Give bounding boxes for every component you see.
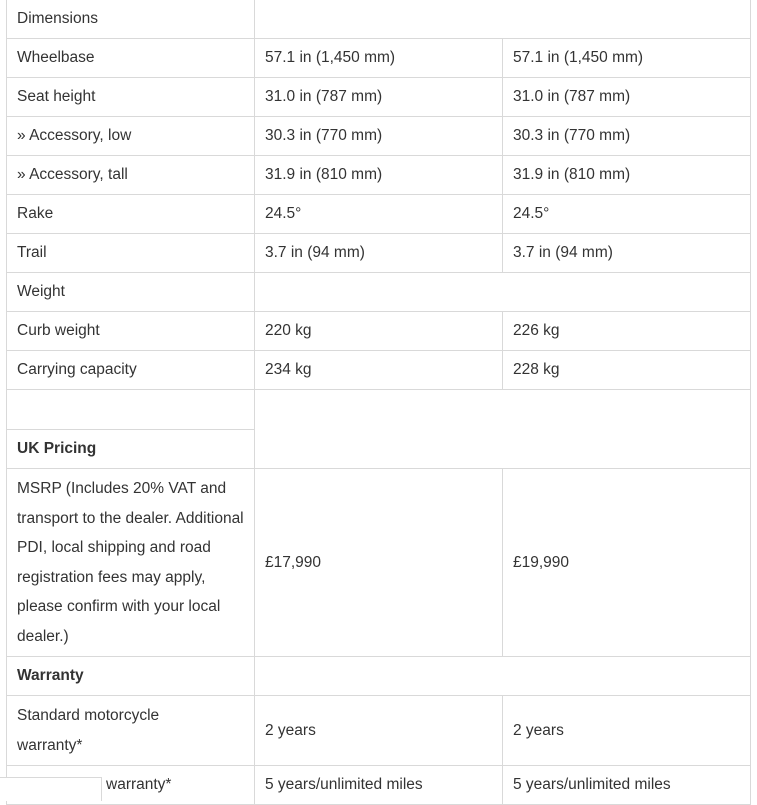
table-row	[0, 765, 757, 805]
trail-value-1: 3.7 in (94 mm)	[254, 233, 503, 273]
warranty-header-empty	[254, 656, 751, 696]
carrying-capacity-value-2: 228 kg	[502, 350, 751, 390]
table-row	[0, 194, 757, 234]
accessory-tall-value-1: 31.9 in (810 mm)	[254, 155, 503, 195]
wheelbase-value-1: 57.1 in (1,450 mm)	[254, 38, 503, 78]
table-row	[0, 116, 757, 156]
accessory-low-value-1: 30.3 in (770 mm)	[254, 116, 503, 156]
uk-pricing-header-row	[0, 389, 757, 469]
spacer-cell	[6, 389, 255, 430]
weight-header: Weight	[6, 272, 255, 312]
dimensions-header-empty	[254, 0, 751, 39]
extended-warranty-label: warranty*	[6, 765, 255, 805]
accessory-tall-value-2: 31.9 in (810 mm)	[502, 155, 751, 195]
seat-height-label: Seat height	[6, 77, 255, 117]
msrp-label: MSRP (Includes 20% VAT and transport to the dealer. Additional PDI, local shipping and road registration fees may apply, please confirm with your local dealer.)	[6, 468, 255, 657]
table-row	[0, 38, 757, 78]
rake-value-2: 24.5°	[502, 194, 751, 234]
curb-weight-label: Curb weight	[6, 311, 255, 351]
trail-label: Trail	[6, 233, 255, 273]
table-row	[0, 155, 757, 195]
rake-label: Rake	[6, 194, 255, 234]
accessory-tall-label: » Accessory, tall	[6, 155, 255, 195]
carrying-capacity-label: Carrying capacity	[6, 350, 255, 390]
curb-weight-value-2: 226 kg	[502, 311, 751, 351]
table-row	[0, 350, 757, 390]
seat-height-value-2: 31.0 in (787 mm)	[502, 77, 751, 117]
table-row	[0, 695, 757, 766]
msrp-value-2: £19,990	[502, 468, 751, 657]
extended-warranty-value-2: 5 years/unlimited miles	[502, 765, 751, 805]
weight-header-row	[0, 272, 757, 312]
uk-pricing-header-empty	[254, 389, 751, 469]
table-row	[0, 233, 757, 273]
warranty-header-row	[0, 656, 757, 696]
wheelbase-label: Wheelbase	[6, 38, 255, 78]
carrying-capacity-value-1: 234 kg	[254, 350, 503, 390]
curb-weight-value-1: 220 kg	[254, 311, 503, 351]
overlay-patch	[0, 777, 102, 801]
dimensions-header: Dimensions	[6, 0, 255, 39]
standard-warranty-value-2: 2 years	[502, 695, 751, 766]
uk-pricing-header: UK Pricing	[6, 429, 255, 469]
extended-warranty-value-1: 5 years/unlimited miles	[254, 765, 503, 805]
standard-warranty-value-1: 2 years	[254, 695, 503, 766]
standard-warranty-label: Standard motorcycle warranty*	[6, 695, 255, 766]
table-row	[0, 468, 757, 657]
dimensions-header-row	[0, 0, 757, 39]
table-row	[0, 311, 757, 351]
rake-value-1: 24.5°	[254, 194, 503, 234]
seat-height-value-1: 31.0 in (787 mm)	[254, 77, 503, 117]
accessory-low-value-2: 30.3 in (770 mm)	[502, 116, 751, 156]
wheelbase-value-2: 57.1 in (1,450 mm)	[502, 38, 751, 78]
warranty-header: Warranty	[6, 656, 255, 696]
trail-value-2: 3.7 in (94 mm)	[502, 233, 751, 273]
table-row	[0, 77, 757, 117]
weight-header-empty	[254, 272, 751, 312]
msrp-value-1: £17,990	[254, 468, 503, 657]
accessory-low-label: » Accessory, low	[6, 116, 255, 156]
